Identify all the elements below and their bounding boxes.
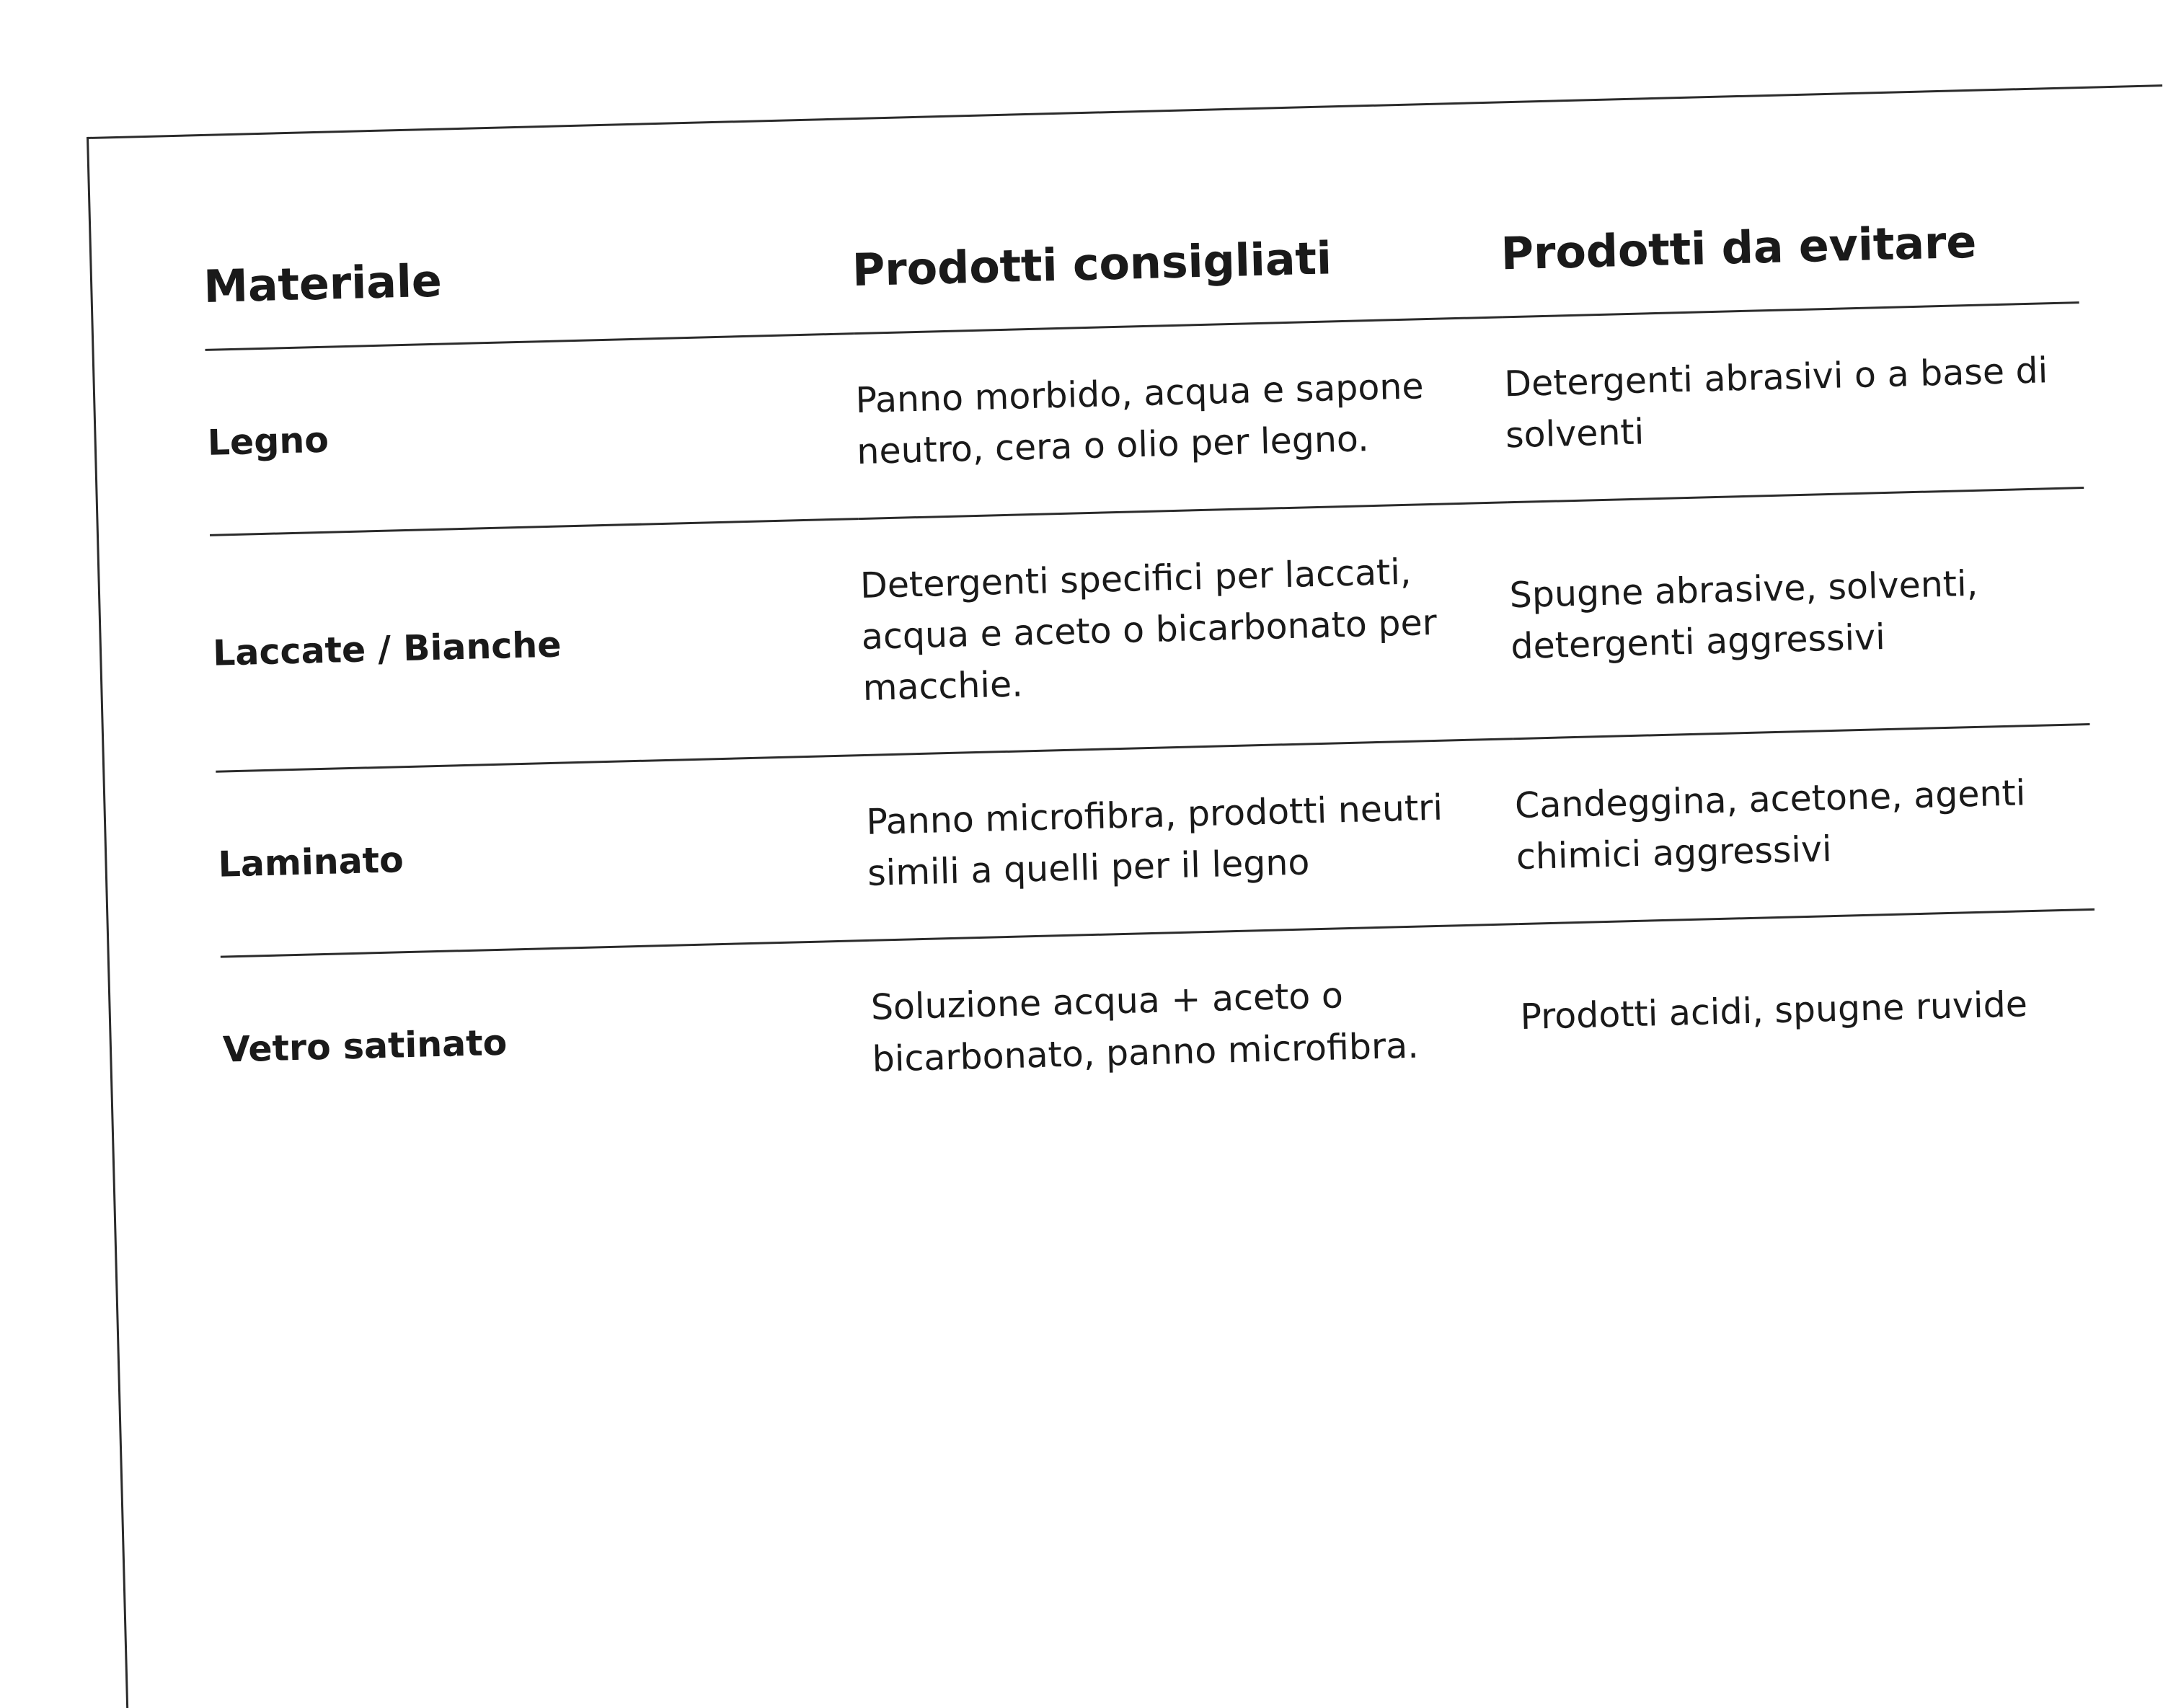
cell-avoid: Spugne abrasive, solventi, detergenti aggressivi — [1508, 562, 1978, 668]
cell-avoid: Candeggina, acetone, agenti chimici aggressivi — [1514, 772, 2027, 878]
cell-avoid: Prodotti acidi, spugne ruvide — [1519, 983, 2028, 1038]
card-left-edge — [87, 137, 128, 1708]
cell-material: Laccate / Bianche — [212, 624, 562, 675]
document-card — [87, 84, 2163, 1708]
cell-material: Legno — [207, 419, 329, 464]
cell-recommended: Panno microfibra, prodotti neutri simili a quelli per il legno — [865, 787, 1443, 895]
cell-material: Vetro satinato — [222, 1022, 508, 1071]
column-header-recommended: Prodotti consigliati — [852, 231, 1332, 297]
cell-material: Laminato — [217, 839, 404, 885]
cell-recommended: Soluzione acqua + aceto o bicarbonato, panno microfibra. — [870, 975, 1420, 1080]
table-row — [210, 488, 2089, 772]
card-top-edge — [87, 84, 2162, 139]
cell-recommended: Detergenti specifici per laccati, acqua e aceto o bicarbonato per macchie. — [859, 551, 1438, 709]
table-body — [205, 303, 2100, 1141]
cell-avoid: Detergenti abrasivi o a base di solventi — [1503, 350, 2048, 456]
column-header-avoid: Prodotti da evitare — [1500, 215, 1977, 280]
column-header-material: Materiale — [203, 254, 443, 313]
cell-recommended: Panno morbido, acqua e sapone neutro, cera o olio per legno. — [854, 366, 1425, 473]
materials-care-table — [203, 213, 2099, 1141]
